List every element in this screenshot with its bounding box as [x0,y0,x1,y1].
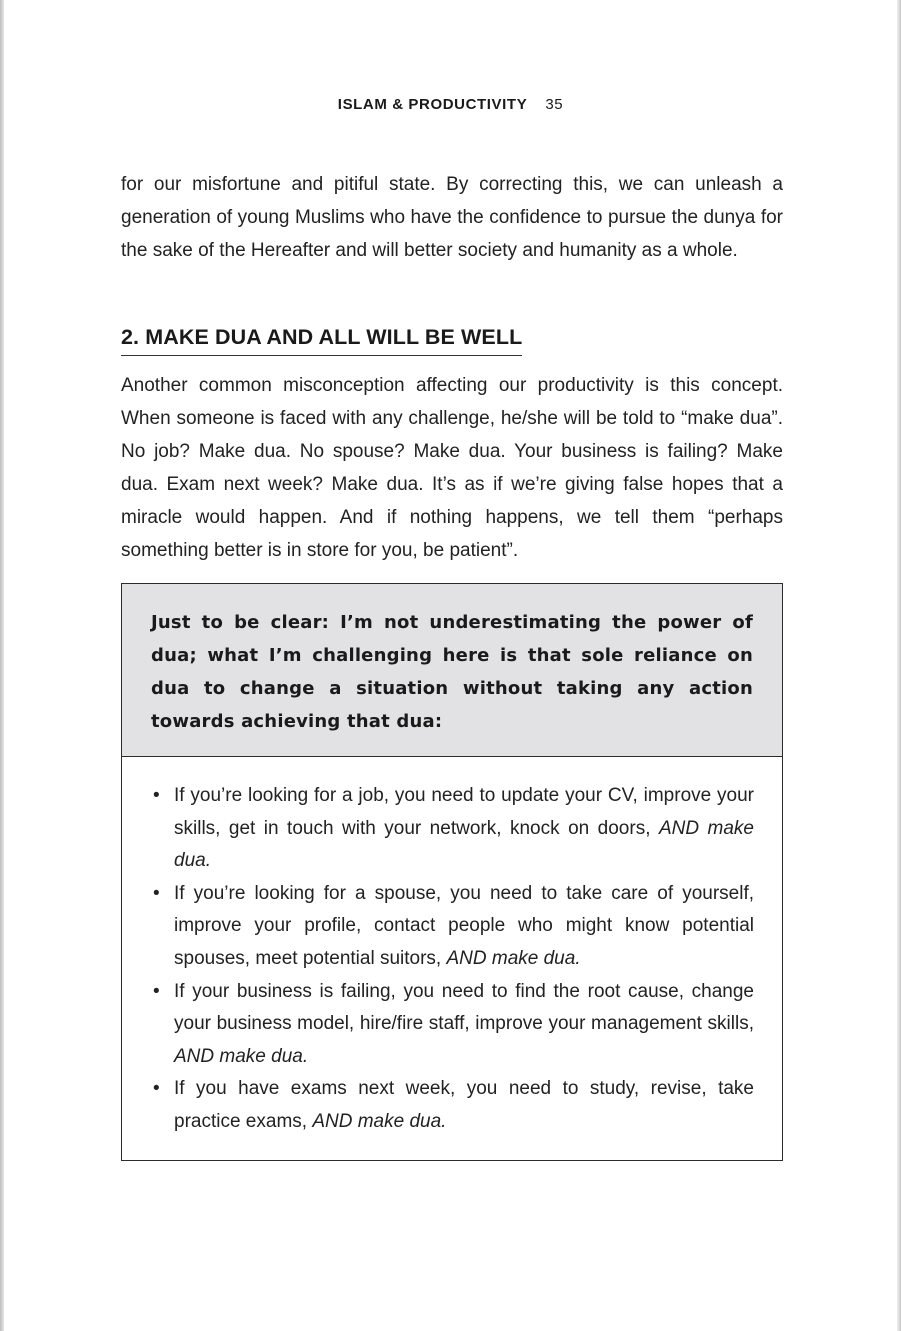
list-item-emphasis: AND make dua. [312,1110,447,1132]
body-paragraph-continued: for our misfortune and pitiful state. By correcting this, we can unleash a generation of young Muslims who have the confidence to pursue the dunya for the sake of the Hereafter and will better society and humanity as a whole. [121,174,783,261]
running-head [0,96,901,113]
body-paragraph-misconception: Another common misconception affecting our productivity is this concept. When someone is faced with any challenge, he/she will be told to “make dua”. No job? Make dua. No spouse? Make dua. Your business is failing? Make dua. Exam next week? Make dua. It’s as if we’re giving false hopes that a miracle would happen. And if nothing happens, we tell them “perhaps something better is in store for you, be patient”. [121,375,783,561]
list-item-text: If you’re looking for a job, you need to update your CV, improve your skills, get in touch with your network, knock on doors, [174,785,754,839]
section-heading: 2. MAKE DUA AND ALL WILL BE WELL [121,325,522,356]
bullet-icon: • [153,980,160,1002]
list-item [153,1073,754,1138]
list-item [153,878,754,976]
callout-bullet-list [122,780,782,1139]
list-item-text: If your business is failing, you need to find the root cause, change your business model, hire/fire staff, improve your management skills, [174,980,754,1035]
list-item-emphasis: AND make dua. [174,817,754,872]
list-item-emphasis: AND make dua. [174,1045,309,1067]
callout-header [122,584,782,757]
callout-statement: Just to be clear: I’m not underestimating the power of dua; what I’m challenging here is that sole reliance on dua to change a situation without taking any action towards achieving that dua: [151,612,753,732]
running-head-title: ISLAM & PRODUCTIVITY [337,96,528,113]
list-item-text: If you’re looking for a spouse, you need to take care of yourself, improve your profile, contact people who might know potential spouses, meet potential suitors, [174,882,754,969]
callout-box [121,583,783,1161]
list-item [153,780,754,878]
list-item-emphasis: AND make dua. [446,947,581,969]
list-item [153,976,754,1074]
page-number: 35 [545,96,564,113]
page-right-edge [897,0,901,1331]
bullet-icon: • [153,882,160,904]
bullet-icon: • [153,785,160,806]
bullet-icon: • [153,1078,160,1100]
page-left-edge [0,0,4,1331]
list-item-text: If you have exams next week, you need to study, revise, take practice exams, [174,1078,754,1132]
